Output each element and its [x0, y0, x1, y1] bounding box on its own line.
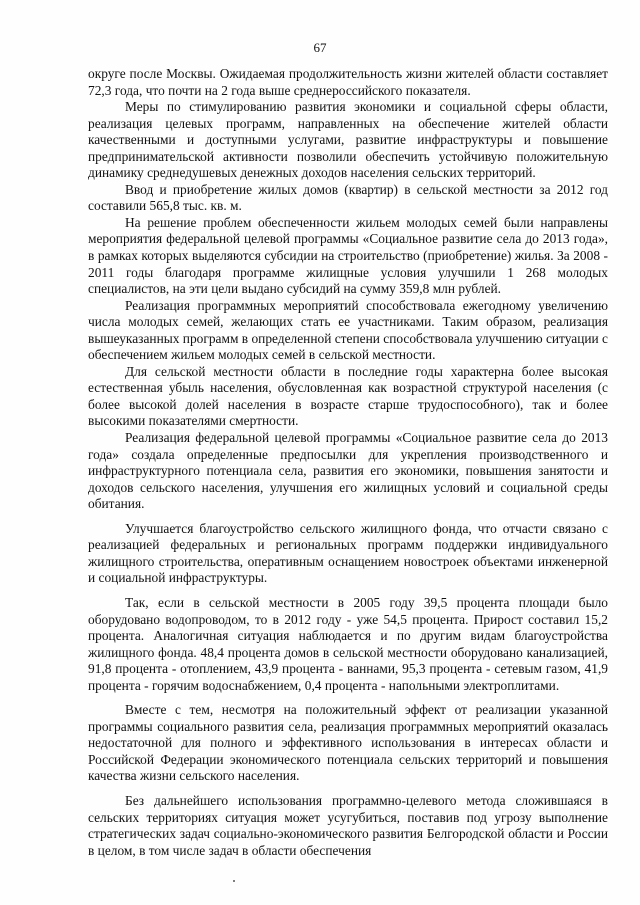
paragraph-7: Реализация федеральной целевой программы «Социальное развитие села до 2013 года» создала определенные предпосылки для укрепления производственного и инфраструктурного потенциала села, развития его экономики, повышения занятости и доходов сельского населения, улучшения его жилищных условий и социальной среды обитания.	[88, 430, 608, 512]
document-body	[88, 66, 608, 859]
paragraph-11: Без дальнейшего использования программно-целевого метода сложившаяся в сельских территориях ситуация может усугубиться, поставив под угрозу выполнение стратегических задач социально-экономического развития Белгородской области и России в целом, в том числе задач в области обеспечения	[88, 792, 608, 858]
paragraph-3: Ввод и приобретение жилых домов (квартир) в сельской местности за 2012 год составили 565,8 тыс. кв. м.	[88, 181, 608, 214]
paragraph-10: Вместе с тем, несмотря на положительный эффект от реализации указанной программы социального развития села, реализация программных мероприятий оказалась недостаточной для полного и эффективного использования в интересах области и Российской Федерации экономического потенциала сельских территорий и повышения качества жизни сельского населения.	[88, 702, 608, 784]
scan-dot	[233, 880, 235, 882]
paragraph-5: Реализация программных мероприятий способствовала ежегодному увеличению числа молодых семей, желающих стать ее участниками. Таким образом, реализация вышеуказанных программ в определенной степени способствовала улучшению ситуации с обеспечением жильем молодых семей в сельской местности.	[88, 297, 608, 363]
page-number: 67	[313, 40, 327, 55]
paragraph-4: На решение проблем обеспеченности жильем молодых семей были направлены мероприятия федеральной целевой программы «Социальное развитие села до 2013 года», в рамках которых выделяются субсидии на строительство (приобретение) жилья. За 2008 - 2011 годы благодаря программе жилищные условия улучшили 1 268 молодых специалистов, на эти цели выдано субсидий на сумму 359,8 млн рублей.	[88, 214, 608, 297]
paragraph-8: Улучшается благоустройство сельского жилищного фонда, что отчасти связано с реализацией федеральных и региональных программ поддержки индивидуального жилищного строительства, оперативным оснащением новостроек объектами инженерной и социальной инфраструктуры.	[88, 520, 608, 586]
paragraph-1: округе после Москвы. Ожидаемая продолжительность жизни жителей области составляет 72,3 года, что почти на 2 года выше среднероссийского показателя.	[88, 66, 608, 98]
paragraph-9: Так, если в сельской местности в 2005 году 39,5 процента площади было оборудовано водопроводом, то в 2012 году - уже 54,5 процента. Прирост составил 15,2 процента. Аналогичная ситуация наблюдается и по другим видам благоустройства жилищного фонда. 48,4 процента домов в сельской местности оборудовано канализацией, 91,8 процента - отоплением, 43,9 процента - ваннами, 95,3 процента - сетевым газом, 41,9 процента - горячим водоснабжением, 0,4 процента - напольными электроплитами.	[88, 594, 608, 693]
paragraph-2: Меры по стимулированию развития экономики и социальной сферы области, реализация целевых программ, направленных на обеспечение жителей области качественными и доступными услугами, развитие инфраструктуры и повышение предпринимательской активности позволили обеспечить устойчивую положительную динамику среднедушевых денежных доходов населения сельских территорий.	[88, 99, 608, 181]
paragraph-6: Для сельской местности области в последние годы характерна более высокая естественная убыль населения, обусловленная как возрастной структурой населения (с более высокой долей населения в возрасте старше трудоспособного), так и более высокими показателями смертности.	[88, 363, 608, 429]
